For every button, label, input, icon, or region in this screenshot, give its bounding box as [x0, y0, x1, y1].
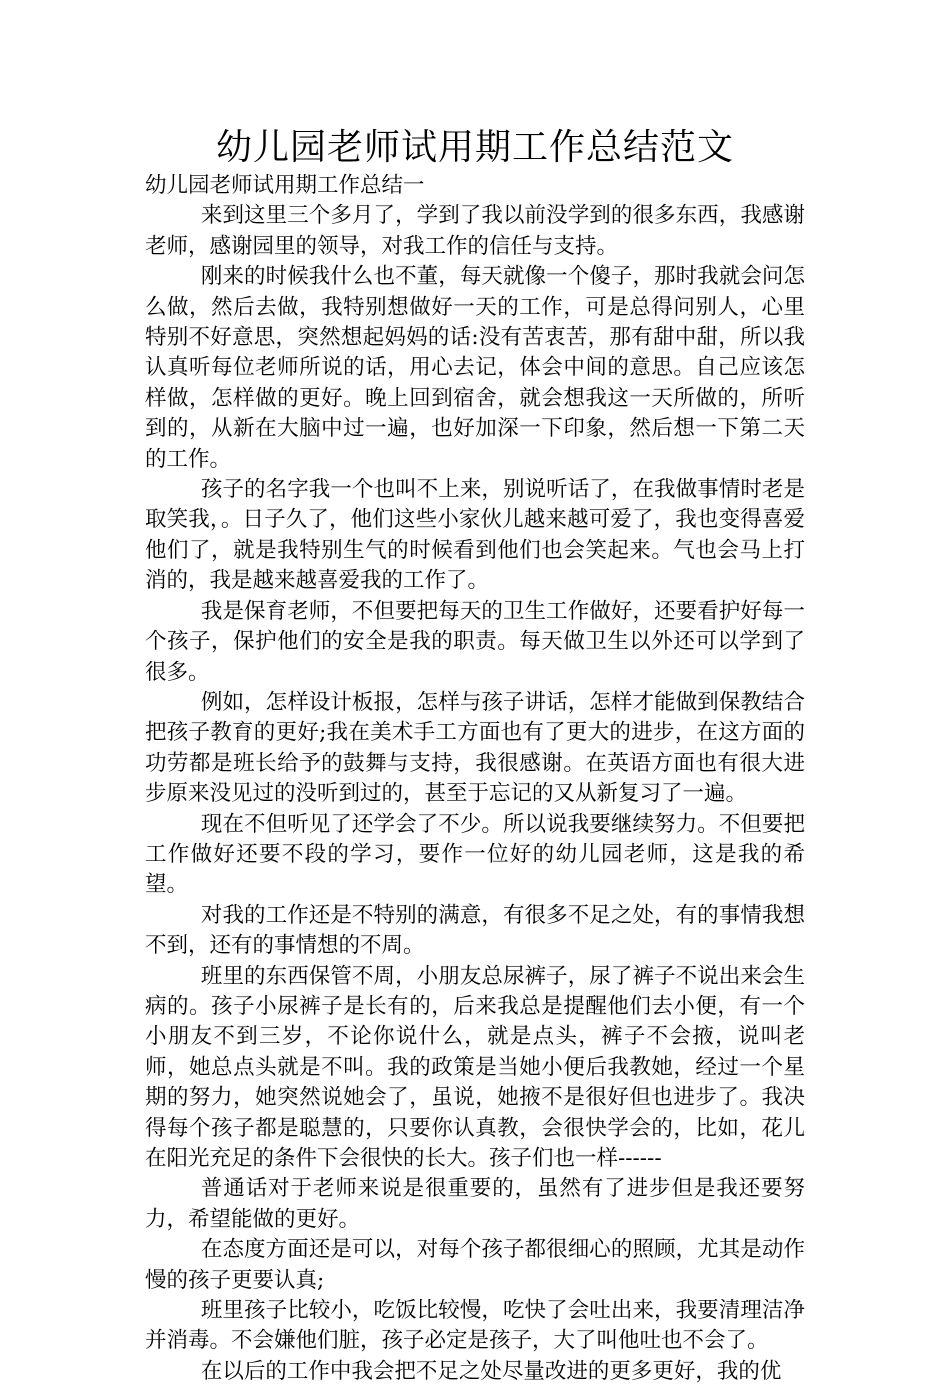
paragraph-2: 刚来的时候我什么也不董，每天就像一个傻子，那时我就会问怎么做，然后去做，我特别想做好一天的工作，可是总得问别人，心里特别不好意思，突然想起妈妈的话:没有苦衷苦，那有甜中甜，所以我认真听每位老师所说的话，用心去记，体会中间的意思。自己应该怎样做，怎样做的更好。晚上回到宿舍，就会想我这一天所做的，所听到的，从新在大脑中过一遍，也好加深一下印象，然后想一下第二天的工作。: [145, 264, 805, 472]
paragraph-3: 孩子的名字我一个也叫不上来，别说听话了，在我做事情时老是取笑我，。日子久了，他们这些小家伙儿越来越可爱了，我也变得喜爱他们了，就是我特别生气的时候看到他们也会笑起来。气也会马上打消的，我是越来越喜爱我的工作了。: [145, 477, 805, 594]
paragraph-10: 在态度方面还是可以，对每个孩子都很细心的照顾，尤其是动作慢的孩子更要认真;: [145, 1237, 805, 1293]
document-page: [145, 125, 805, 1387]
document-title: 幼儿园老师试用期工作总结范文: [215, 127, 734, 168]
paragraph-6: 现在不但听见了还学会了不少。所以说我要继续努力。不但要把工作做好还要不段的学习，要作一位好的幼儿园老师，这是我的希望。: [145, 811, 805, 898]
paragraph-8: 班里的东西保管不周，小朋友总尿裤子，尿了裤子不说出来会生病的。孩子小尿裤子是长有的，后来我总是提醒他们去小便，有一个小朋友不到三岁，不论你说什么，就是点头，裤子不会掖，说叫老师，她总点头就是不叫。我的政策是当她小便后我教她，经过一个星期的努力，她突然说她会了，虽说，她掖不是很好但也进步了。我决得每个孩子都是聪慧的，只要你认真教，会很快学会的，比如，花儿在阳光充足的条件下会很快的长大。孩子们也一样------: [145, 963, 805, 1171]
paragraph-1: 来到这里三个多月了，学到了我以前没学到的很多东西，我感谢老师，感谢园里的领导，对我工作的信任与支持。: [145, 203, 805, 259]
paragraph-5: 例如，怎样设计板报，怎样与孩子讲话，怎样才能做到保教结合把孩子教育的更好;我在美术手工方面也有了更大的进步，在这方面的功劳都是班长给予的鼓舞与支持，我很感谢。在英语方面也有很大进步原来没见过的没听到过的，甚至于忘记的又从新复习了一遍。: [145, 689, 805, 807]
paragraph-7: 对我的工作还是不特别的满意，有很多不足之处，有的事情我想不到，还有的事情想的不周。: [145, 902, 805, 959]
section-subtitle: 幼儿园老师试用期工作总结一: [145, 173, 425, 198]
paragraph-4: 我是保育老师，不但要把每天的卫生工作做好，还要看护好每一个孩子，保护他们的安全是我的职责。每天做卫生以外还可以学到了很多。: [145, 598, 805, 685]
paragraph-11: 班里孩子比较小，吃饭比较慢，吃快了会吐出来，我要清理洁净并消毒。不会嫌他们脏，孩子必定是孩子，大了叫他吐也不会了。: [145, 1298, 805, 1354]
paragraph-12: 在以后的工作中我会把不足之处尽量改进的更多更好，我的优: [200, 1358, 782, 1384]
paragraph-9: 普通话对于老师来说是很重要的，虽然有了进步但是我还要努力，希望能做的更好。: [145, 1176, 805, 1232]
